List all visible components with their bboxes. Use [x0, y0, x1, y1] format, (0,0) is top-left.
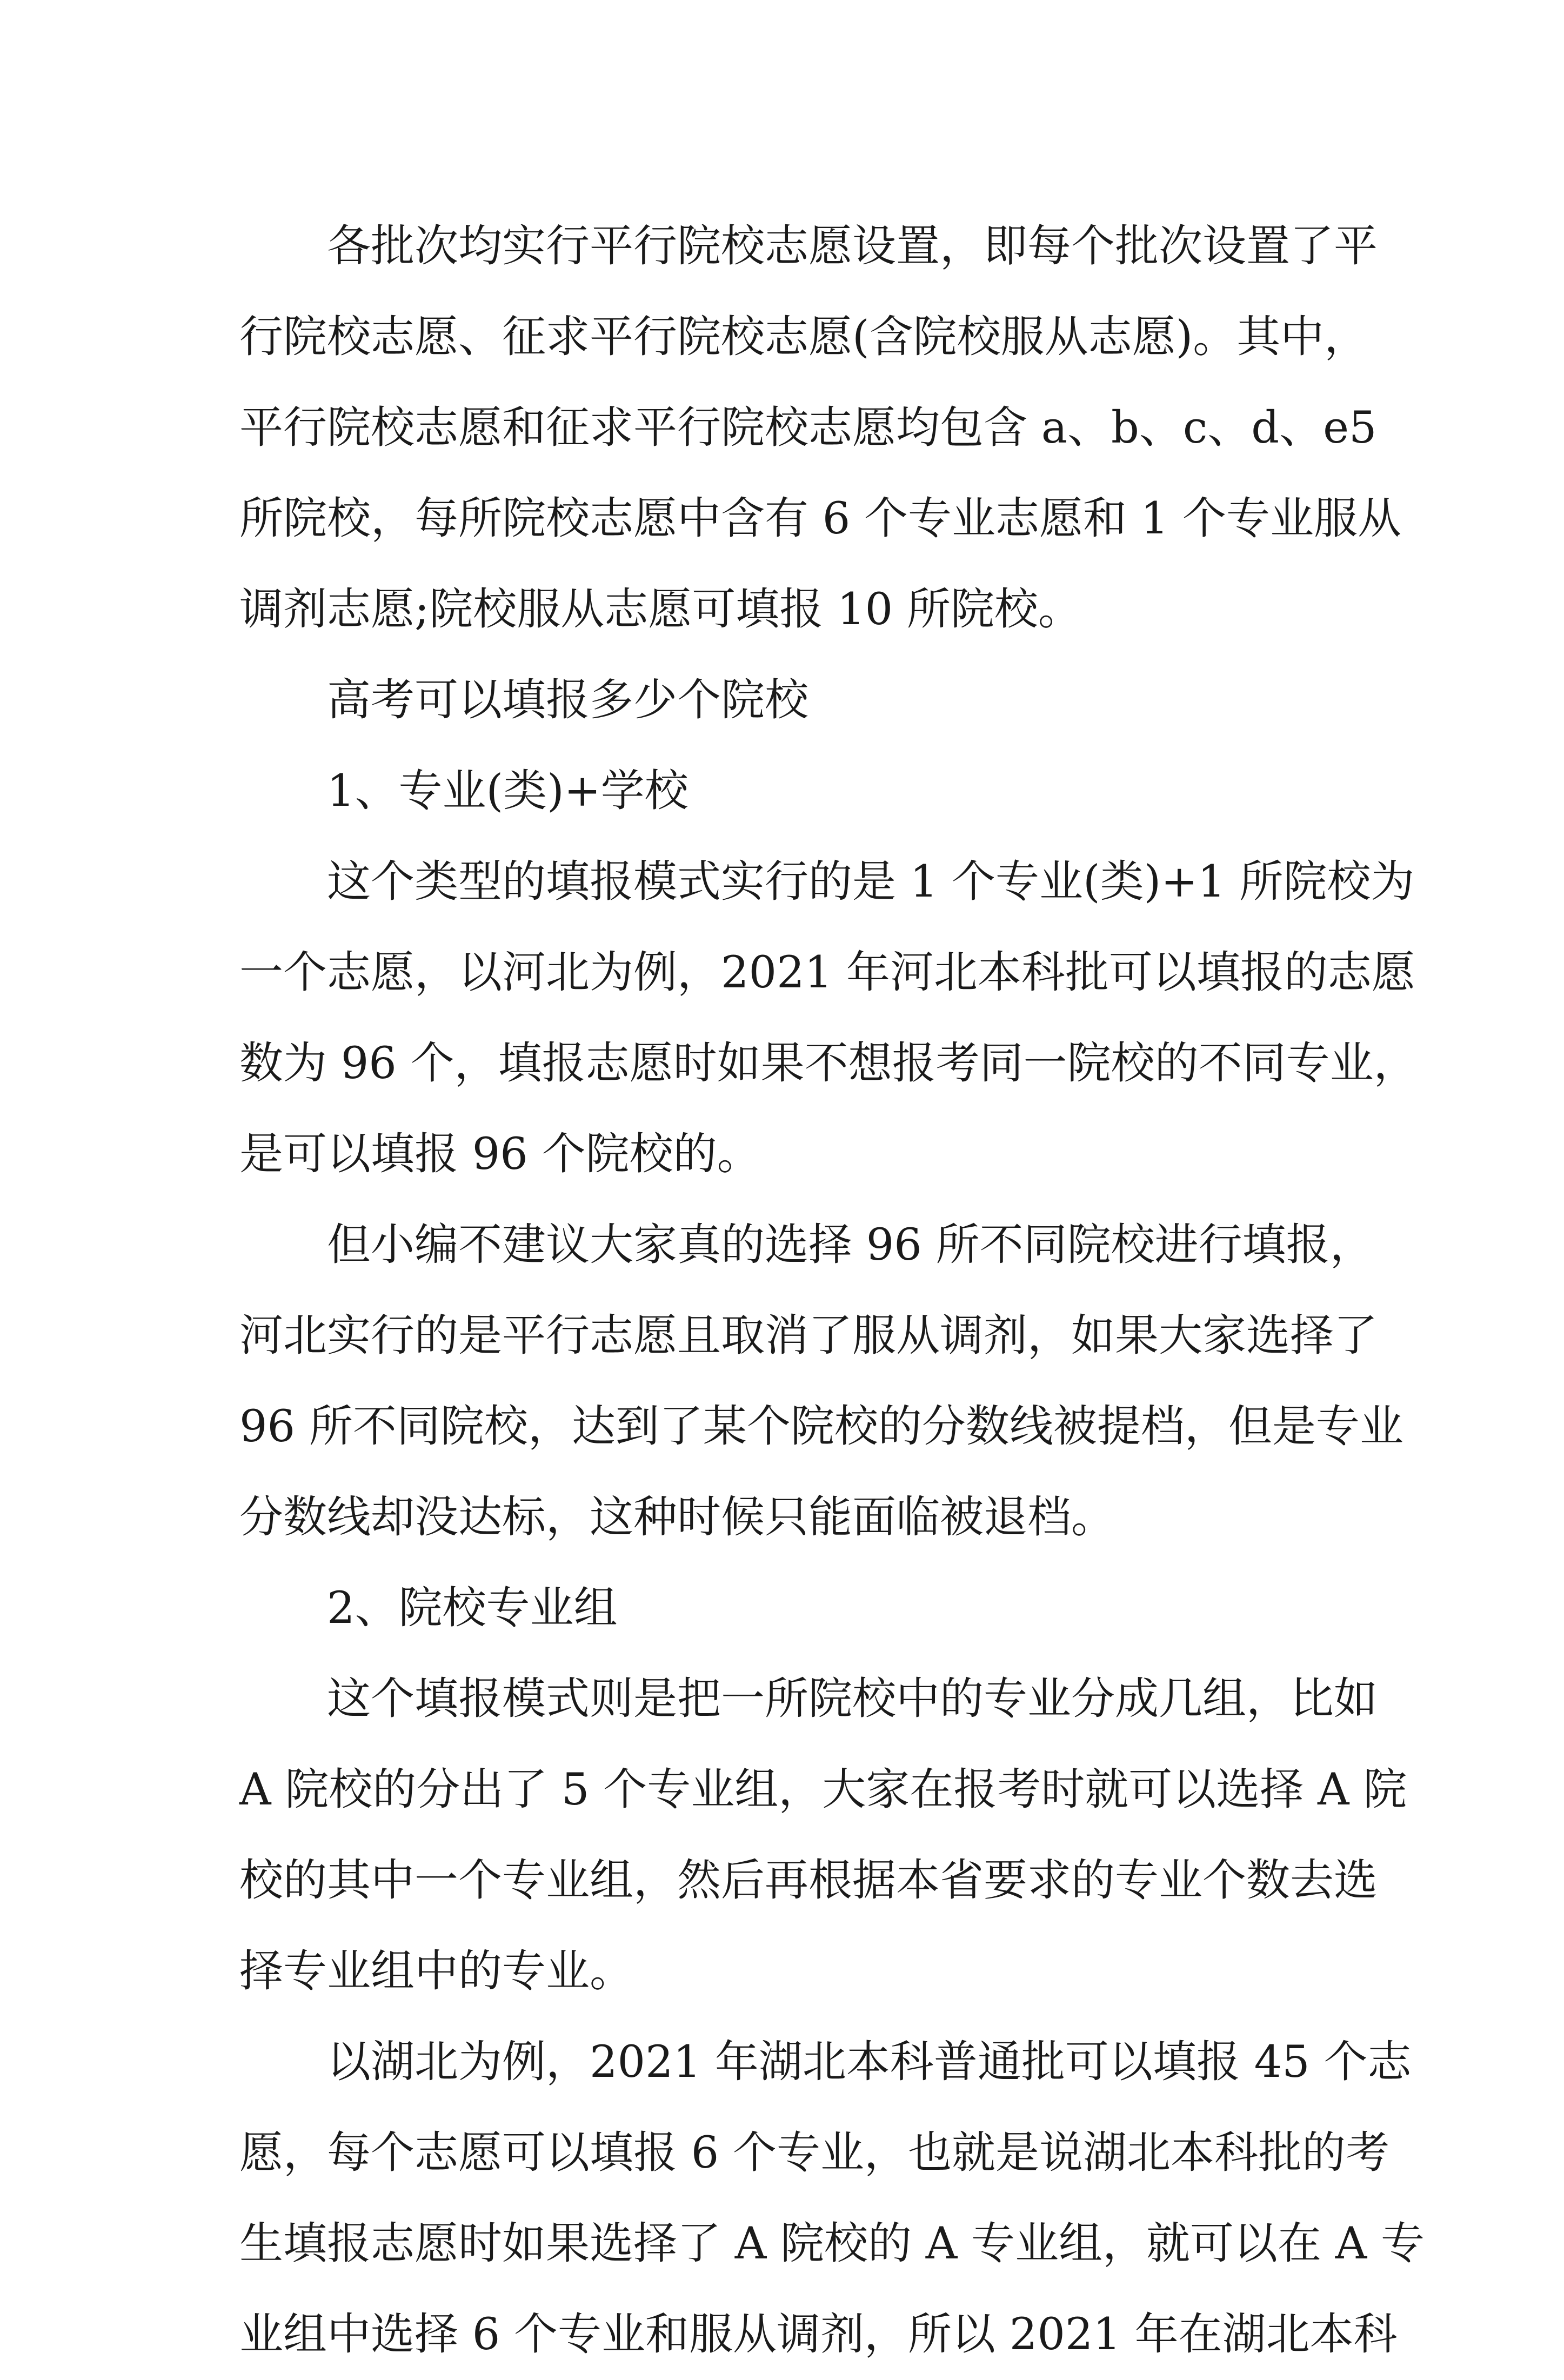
text-line: 愿，每个志愿可以填报 6 个专业，也就是说湖北本科批的考 — [239, 2128, 1390, 2178]
text-line: 各批次均实行平行院校志愿设置，即每个批次设置了平 — [327, 221, 1378, 272]
text-line: 调剂志愿;院校服从志愿可填报 10 所院校。 — [239, 584, 1082, 635]
text-line: 平行院校志愿和征求平行院校志愿均包含 a、b、c、d、e5 — [239, 403, 1377, 453]
text-line: 这个类型的填报模式实行的是 1 个专业(类)+1 所院校为 — [327, 857, 1415, 907]
text-line: 行院校志愿、征求平行院校志愿(含院校服从志愿)。其中， — [239, 312, 1368, 363]
text-line: 96 所不同院校，达到了某个院校的分数线被提档，但是专业 — [239, 1401, 1403, 1452]
text-line: 一个志愿，以河北为例，2021 年河北本科批可以填报的志愿 — [239, 947, 1415, 998]
text-line: 但小编不建议大家真的选择 96 所不同院校进行填报， — [327, 1220, 1374, 1271]
text-line: 这个填报模式则是把一所院校中的专业分成几组，比如 — [327, 1674, 1378, 1724]
text-line: 业组中选择 6 个专业和服从调剂，所以 2021 年在湖北本科 — [239, 2309, 1398, 2360]
text-line: 河北实行的是平行志愿且取消了服从调剂，如果大家选择了 — [239, 1311, 1378, 1361]
text-line: 以湖北为例，2021 年湖北本科普通批可以填报 45 个志 — [327, 2037, 1412, 2088]
text-line: 校的其中一个专业组，然后再根据本省要求的专业个数去选 — [239, 1855, 1378, 1906]
text-line: 择专业组中的专业。 — [239, 1946, 634, 1997]
text-line: 生填报志愿时如果选择了 A 院校的 A 专业组，就可以在 A 专 — [239, 2218, 1425, 2269]
section-heading: 高考可以填报多少个院校 — [327, 675, 809, 726]
text-line: 分数线却没达标，这种时候只能面临被退档。 — [239, 1492, 1115, 1543]
text-line: 是可以填报 96 个院校的。 — [239, 1129, 761, 1180]
text-line: 所院校，每所院校志愿中含有 6 个专业志愿和 1 个专业服从 — [239, 493, 1402, 544]
text-line: 数为 96 个，填报志愿时如果不想报考同一院校的不同专业， — [239, 1038, 1418, 1089]
text-line: A 院校的分出了 5 个专业组，大家在报考时就可以选择 A 院 — [239, 1764, 1407, 1815]
section-heading: 1、专业(类)+学校 — [327, 766, 689, 817]
document-body — [239, 201, 1425, 2380]
section-heading: 2、院校专业组 — [327, 1583, 618, 1634]
